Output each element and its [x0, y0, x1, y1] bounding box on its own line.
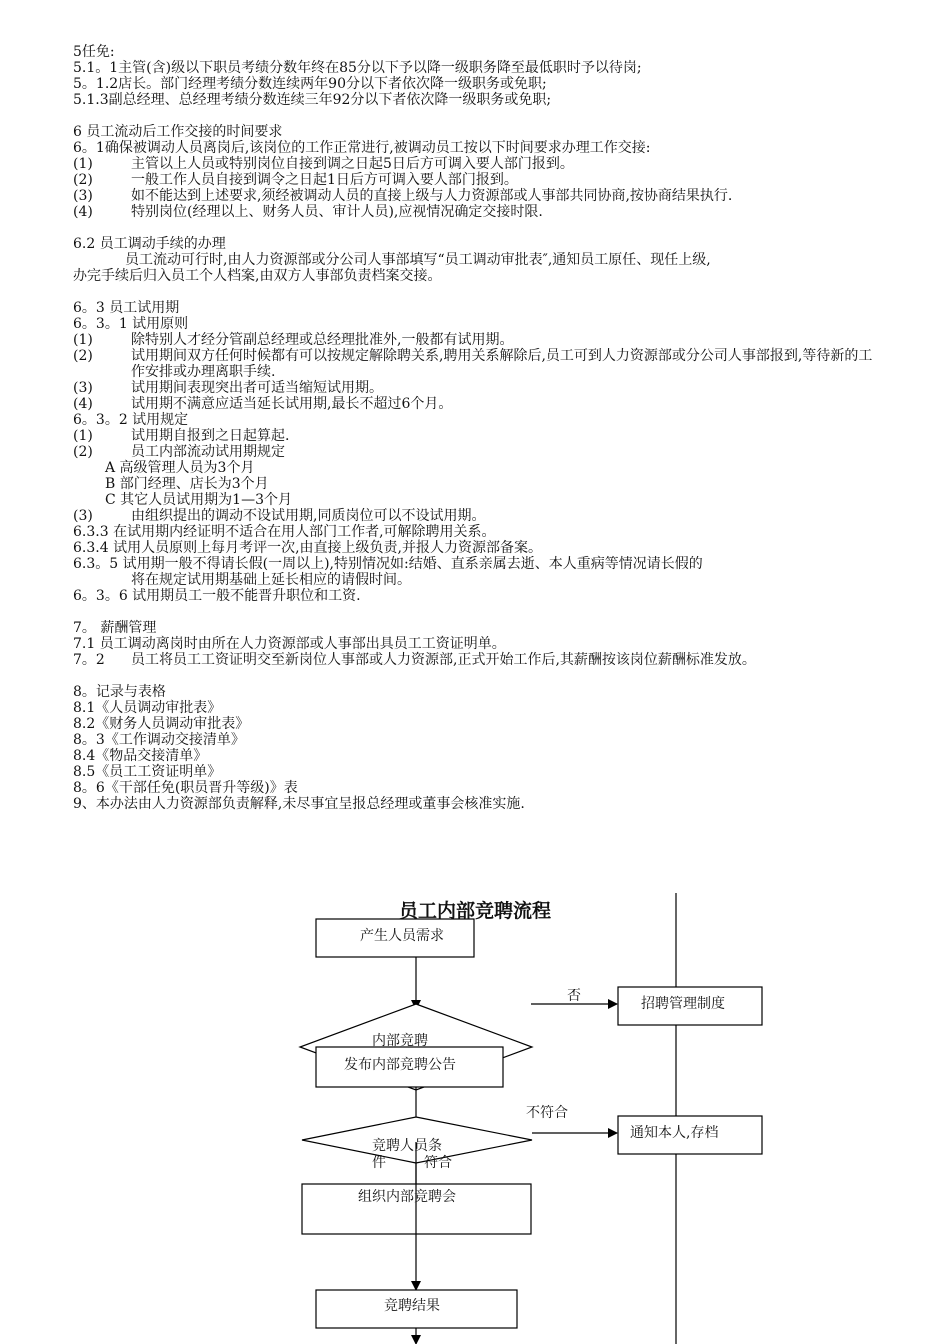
flowchart-title: 员工内部竞聘流程: [398, 900, 551, 922]
list-item: (1) 主管以上人员或特别岗位自接到调之日起5日后方可调入要人部门报到。: [73, 156, 574, 172]
publish-label: 发布内部竞聘公告: [344, 1057, 456, 1073]
matched-label: 符合: [424, 1155, 452, 1171]
clause-6-3-1-heading: 6。3。1 试用原则: [73, 316, 189, 332]
list-item: (2) 试用期间双方任何时候都有可以按规定解除聘关系,聘用关系解除后,员工可到人力资源部或分公司人事部报到,等待新的工作安排或办理离职手续.: [73, 348, 873, 380]
no-label: 否: [567, 988, 581, 1004]
clause-7-1: 7.1 员工调动离岗时由所在人力资源部或人事部出具员工工资证明单。: [73, 636, 506, 652]
form-8-5: 8.5《员工工资证明单》: [73, 764, 222, 780]
section-6-heading: 6 员工流动后工作交接的时间要求: [73, 124, 283, 140]
form-8-2: 8.2《财务人员调动审批表》: [73, 716, 250, 732]
clause-5-1-2: 5。1.2店长。部门经理考绩分数连续两年90分以下者依次降一级职务或免职;: [73, 76, 547, 92]
list-item: (4) 试用期不满意应适当延长试用期,最长不超过6个月。: [73, 396, 453, 412]
section-8-heading: 8。记录与表格: [73, 684, 166, 700]
internal-label: 内部竞聘: [372, 1033, 428, 1049]
clause-6-2-text: 员工流动可行时,由人力资源部或分公司人事部填写“员工调动审批表″,通知员工原任、现任上级,: [125, 252, 711, 268]
sub-item-c: C 其它人员试用期为1—3个月: [105, 492, 292, 508]
sub-item-a: A 高级管理人员为3个月: [105, 460, 255, 476]
list-item: (4) 特别岗位(经理以上、财务人员、审计人员),应视情况确定交接时限.: [73, 204, 543, 220]
list-item: (3) 由组织提出的调动不设试用期,同质岗位可以不设试用期。: [73, 508, 486, 524]
clause-6-3-5-cont: 将在规定试用期基础上延长相应的请假时间。: [131, 572, 411, 588]
recruit-label: 招聘管理制度: [641, 996, 725, 1012]
clause-5-1-3: 5.1.3副总经理、总经理考绩分数连续三年92分以下者依次降一级职务或免职;: [73, 92, 552, 108]
condition-label-line2: 件: [372, 1155, 386, 1171]
clause-6-3-heading: 6。3 员工试用期: [73, 300, 180, 316]
clause-5-1-1: 5.1。1主管(含)级以下职员考绩分数年终在85分以下予以降一级职务降至最低职时予以待岗;: [73, 60, 642, 76]
list-item: (2) 员工内部流动试用期规定: [73, 444, 285, 460]
list-item: (1) 除特别人才经分管副总经理或总经理批准外,一般都有试用期。: [73, 332, 514, 348]
form-8-6: 8。6《干部任免(职员晋升等级)》表: [73, 780, 298, 796]
meeting-label: 组织内部竞聘会: [358, 1189, 456, 1205]
sub-item-b: B 部门经理、店长为3个月: [105, 476, 269, 492]
form-8-4: 8.4《物品交接清单》: [73, 748, 208, 764]
clause-6-2-text-cont: 办完手续后归入员工个人档案,由双方人事部负责档案交接。: [73, 268, 442, 284]
clause-6-3-3: 6.3.3 在试用期内经证明不适合在用人部门工作者,可解除聘用关系。: [73, 524, 496, 540]
list-item: (2) 一般工作人员自接到调令之日起1日后方可调入要人部门报到。: [73, 172, 518, 188]
clause-6-3-2-heading: 6。3。2 试用规定: [73, 412, 189, 428]
clause-6-3-4: 6.3.4 试用人员原则上每月考评一次,由直接上级负责,并报人力资源部备案。: [73, 540, 542, 556]
clause-6-2-heading: 6.2 员工调动手续的办理: [73, 236, 226, 252]
section-5-heading: 5任免:: [73, 44, 115, 60]
clause-7-2: 7。2 员工将员工工资证明交至新岗位人事部或人力资源部,正式开始工作后,其薪酬按该岗位薪酬标准发放。: [73, 652, 756, 668]
form-8-3: 8。3《工作调动交接清单》: [73, 732, 245, 748]
list-item: (3) 试用期间表现突出者可适当缩短试用期。: [73, 380, 383, 396]
clause-6-1: 6。1确保被调动人员离岗后,该岗位的工作正常进行,被调动员工按以下时间要求办理工作交接:: [73, 140, 651, 156]
list-item: (3) 如不能达到上述要求,须经被调动人员的直接上级与人力资源部或人事部共同协商,按协商结果执行.: [73, 188, 733, 204]
condition-label-line1: 竞聘人员条: [372, 1138, 442, 1154]
unmatched-label: 不符合: [526, 1105, 568, 1121]
form-8-1: 8.1《人员调动审批表》: [73, 700, 222, 716]
section-9: 9、本办法由人力资源部负责解释,未尽事宜呈报总经理或董事会核准实施.: [73, 796, 525, 812]
list-item: (1) 试用期自报到之日起算起.: [73, 428, 290, 444]
notify-label: 通知本人,存档: [630, 1125, 719, 1141]
clause-6-3-5: 6.3。5 试用期一般不得请长假(一周以上),特别情况如:结婚、直系亲属去逝、本人重病等情况请长假的: [73, 556, 703, 572]
clause-6-3-6: 6。3。6 试用期员工一般不能晋升职位和工资.: [73, 588, 361, 604]
section-7-heading: 7。 薪酬管理: [73, 620, 157, 636]
need-label: 产生人员需求: [360, 928, 444, 944]
result-label: 竞聘结果: [384, 1298, 440, 1314]
